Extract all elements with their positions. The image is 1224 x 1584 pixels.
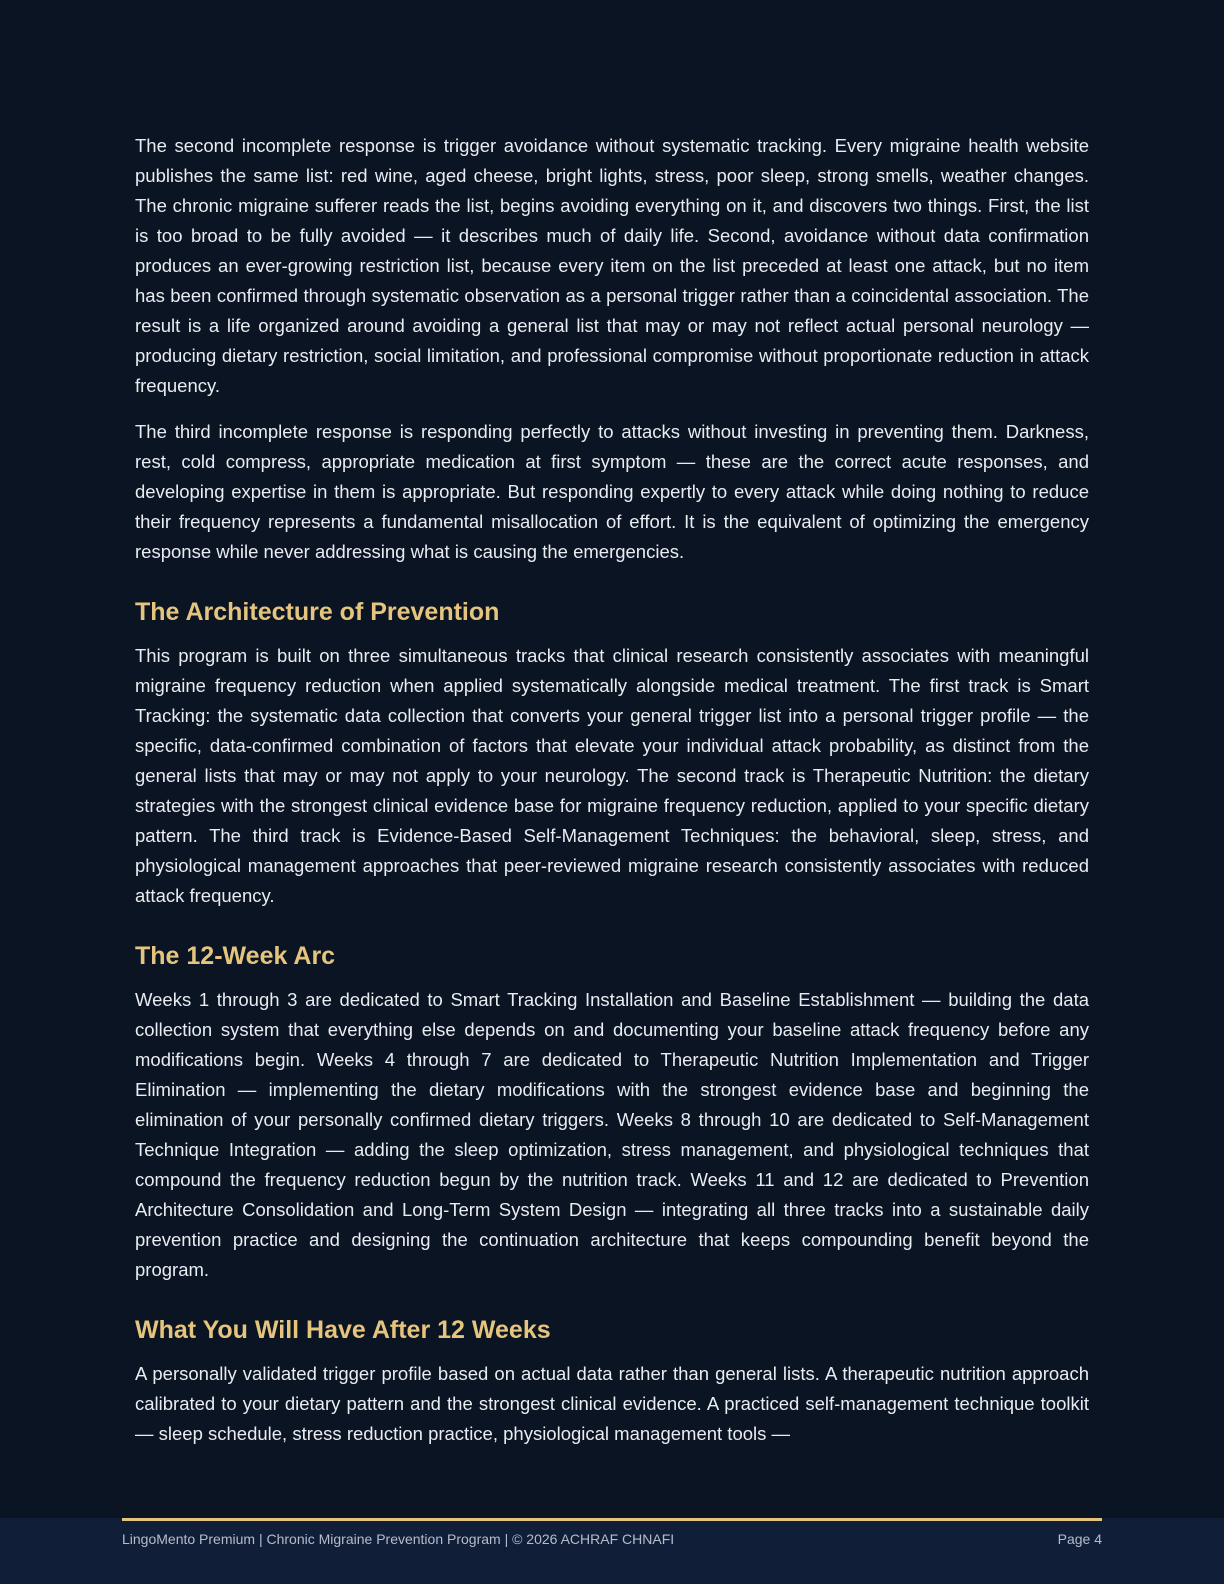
page-footer bbox=[0, 1518, 1224, 1584]
paragraph-12-week-arc: Weeks 1 through 3 are dedicated to Smart Tracking Installation and Baseline Establishment — building the data collection system that everything else depends on and documenting your baseline attack frequency before any modifications begin. Weeks 4 through 7 are dedicated to Therapeutic Nutrition Implementation and Trigger Elimination — implementing the dietary modifications with the strongest evidence base and beginning the elimination of your personally confirmed dietary triggers. Weeks 8 through 10 are dedicated to Self-Management Technique Integration — adding the sleep optimization, stress management, and physiological techniques that compound the frequency reduction begun by the nutrition track. Weeks 11 and 12 are dedicated to Prevention Architecture Consolidation and Long-Term System Design — integrating all three tracks into a sustainable daily prevention practice and designing the continuation architecture that keeps compounding benefit beyond the program. bbox=[135, 989, 1089, 1280]
paragraph-second-incomplete-response: The second incomplete response is trigger avoidance without systematic tracking. Every migraine health website publishes the same list: red wine, aged cheese, bright lights, stress, poor sleep, strong smells, weather changes. The chronic migraine sufferer reads the list, begins avoiding everything on it, and discovers two things. First, the list is too broad to be fully avoided — it describes much of daily life. Second, avoidance without data confirmation produces an ever-growing restriction list, because every item on the list preceded at least one attack, but no item has been confirmed through systematic observation as a personal trigger rather than a coincidental association. The result is a life organized around avoiding a general list that may or may not reflect actual personal neurology — producing dietary restriction, social limitation, and professional compromise without proportionate reduction in attack frequency. bbox=[135, 135, 1089, 396]
paragraph-after-12-weeks: A personally validated trigger profile based on actual data rather than general lists. A therapeutic nutrition approach calibrated to your dietary pattern and the strongest clinical evidence. A practiced self-management technique toolkit — sleep schedule, stress reduction practice, physiological management tools — bbox=[135, 1363, 1089, 1444]
heading-after-12-weeks: What You Will Have After 12 Weeks bbox=[135, 1316, 551, 1344]
heading-architecture-of-prevention: The Architecture of Prevention bbox=[135, 598, 500, 626]
footer-divider bbox=[122, 1518, 1102, 1521]
page-number: Page 4 bbox=[1057, 1531, 1102, 1547]
footer-copyright: LingoMento Premium | Chronic Migraine Prevention Program | © 2026 ACHRAF CHNAFI bbox=[122, 1531, 675, 1547]
paragraph-third-incomplete-response: The third incomplete response is responding perfectly to attacks without investing in preventing them. Darkness, rest, cold compress, appropriate medication at first symptom — these are the correct acute responses, and developing expertise in them is appropriate. But responding expertly to every attack while doing nothing to reduce their frequency represents a fundamental misallocation of effort. It is the equivalent of optimizing the emergency response while never addressing what is causing the emergencies. bbox=[135, 421, 1089, 562]
document-body bbox=[135, 131, 1089, 1465]
heading-12-week-arc: The 12-Week Arc bbox=[135, 942, 336, 970]
paragraph-architecture-of-prevention: This program is built on three simultaneous tracks that clinical research consistently associates with meaningful migraine frequency reduction when applied systematically alongside medical treatment. The first track is Smart Tracking: the systematic data collection that converts your general trigger list into a personal trigger profile — the specific, data-confirmed combination of factors that elevate your individual attack probability, as distinct from the general lists that may or may not apply to your neurology. The second track is Therapeutic Nutrition: the dietary strategies with the strongest clinical evidence base for migraine frequency reduction, applied to your specific dietary pattern. The third track is Evidence-Based Self-Management Techniques: the behavioral, sleep, stress, and physiological management approaches that peer-reviewed migraine research consistently associates with reduced attack frequency. bbox=[135, 645, 1089, 906]
